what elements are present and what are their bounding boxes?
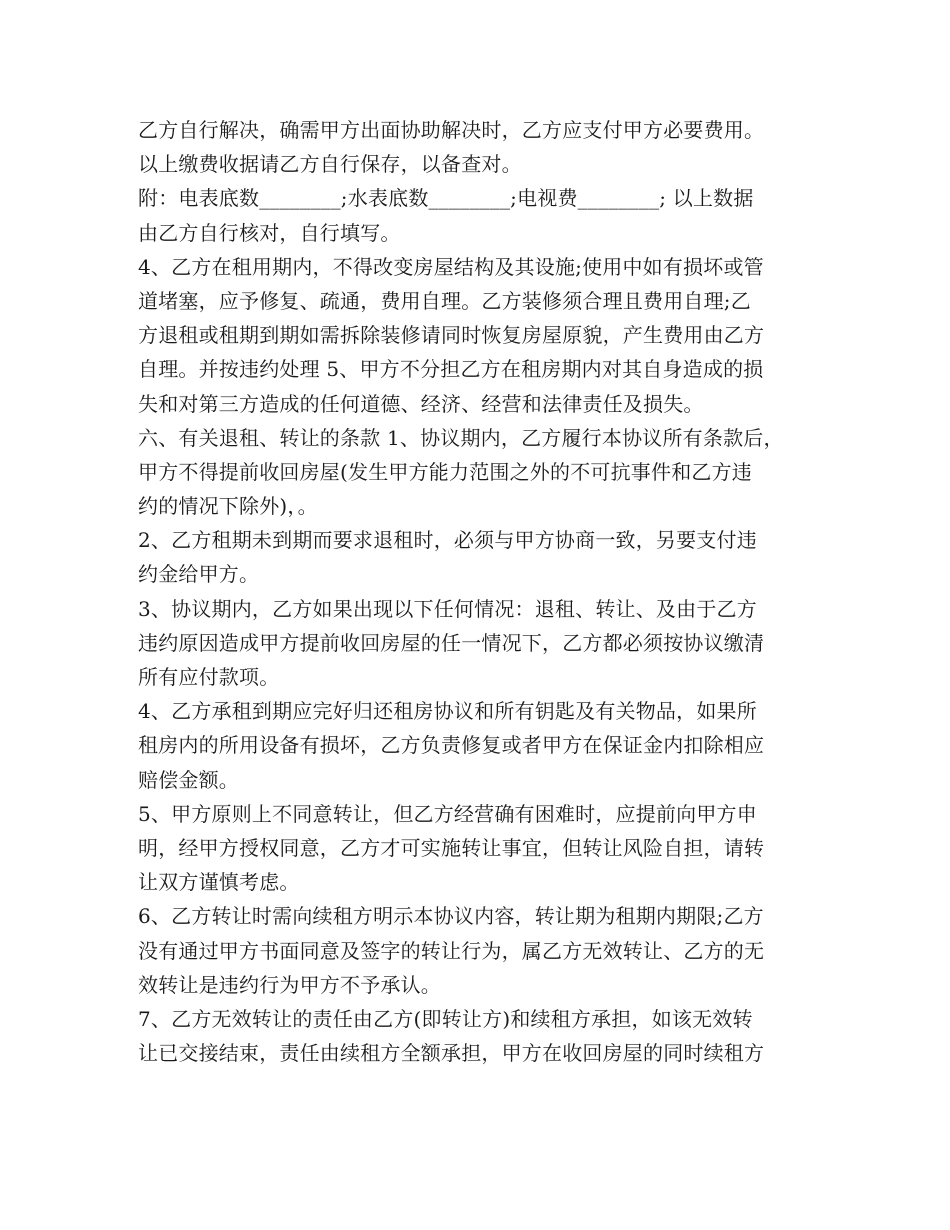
text-line: 效转让是违约行为甲方不予承认。: [138, 972, 441, 997]
document-body: [138, 113, 828, 1070]
text-line: 违约原因造成甲方提前收回房屋的任一情况下，乙方都必须按协议缴清: [138, 630, 765, 655]
text-line: 租房内的所用设备有损坏，乙方负责修复或者甲方在保证金内扣除相应: [138, 733, 765, 758]
text-line: 乙方自行解决，确需甲方出面协助解决时，乙方应支付甲方必要费用。: [138, 118, 765, 142]
text-line: 附：电表底数________;水表底数________;电视费________; 以上数据: [138, 186, 754, 211]
text-line: 甲方不得提前收回房屋(发生甲方能力范围之外的不可抗事件和乙方违: [138, 459, 753, 484]
text-line: 失和对第三方造成的任何道德、经济、经营和法律责任及损失。: [138, 391, 704, 416]
text-line: 6、乙方转让时需向续租方明示本协议内容，转让期为租期内期限;乙方: [138, 904, 764, 929]
text-line: 3、协议期内，乙方如果出现以下任何情况：退租、转让、及由于乙方: [138, 596, 757, 621]
text-line: 由乙方自行核对，自行填写。: [138, 220, 401, 245]
text-line: 4、乙方在租用期内，不得改变房屋结构及其设施;使用中如有损坏或管: [138, 254, 764, 279]
text-line: 2、乙方租期未到期而要求退租时，必须与甲方协商一致，另要支付违: [138, 528, 757, 553]
text-line: 所有应付款项。: [138, 665, 280, 689]
text-line: 赔偿金额。: [138, 767, 239, 792]
text-line: 约金给甲方。: [138, 562, 260, 587]
text-line: 明，经甲方授权同意，乙方才可实施转让事宜，但转让风险自担，请转: [138, 835, 765, 860]
text-line: 没有通过甲方书面同意及签字的转让行为，属乙方无效转让、乙方的无: [138, 938, 765, 963]
text-line: 自理。并按违约处理 5、甲方不分担乙方在租房期内对其自身造成的损: [138, 357, 764, 382]
text-line: 六、有关退租、转让的条款 1、协议期内，乙方履行本协议所有条款后，: [138, 425, 784, 450]
text-line: 方退租或租期到期如需拆除装修请同时恢复房屋原貌，产生费用由乙方: [138, 323, 765, 348]
text-line: 让已交接结束，责任由续租方全额承担，甲方在收回房屋的同时续租方: [138, 1041, 765, 1066]
text-line: 道堵塞，应予修复、疏通，费用自理。乙方装修须合理且费用自理;乙: [138, 288, 751, 313]
text-line: 5、甲方原则上不同意转让，但乙方经营确有困难时，应提前向甲方申: [138, 801, 757, 826]
text-line: 7、乙方无效转让的责任由乙方(即转让方)和续租方承担，如该无效转: [138, 1006, 753, 1031]
text-line: 让双方谨慎考虑。: [138, 870, 300, 895]
text-line: 以上缴费收据请乙方自行保存，以备查对。: [138, 152, 522, 177]
text-line: 约的情况下除外)，。: [138, 494, 318, 519]
text-line: 4、乙方承租到期应完好归还租房协议和所有钥匙及有关物品，如果所: [138, 699, 757, 724]
